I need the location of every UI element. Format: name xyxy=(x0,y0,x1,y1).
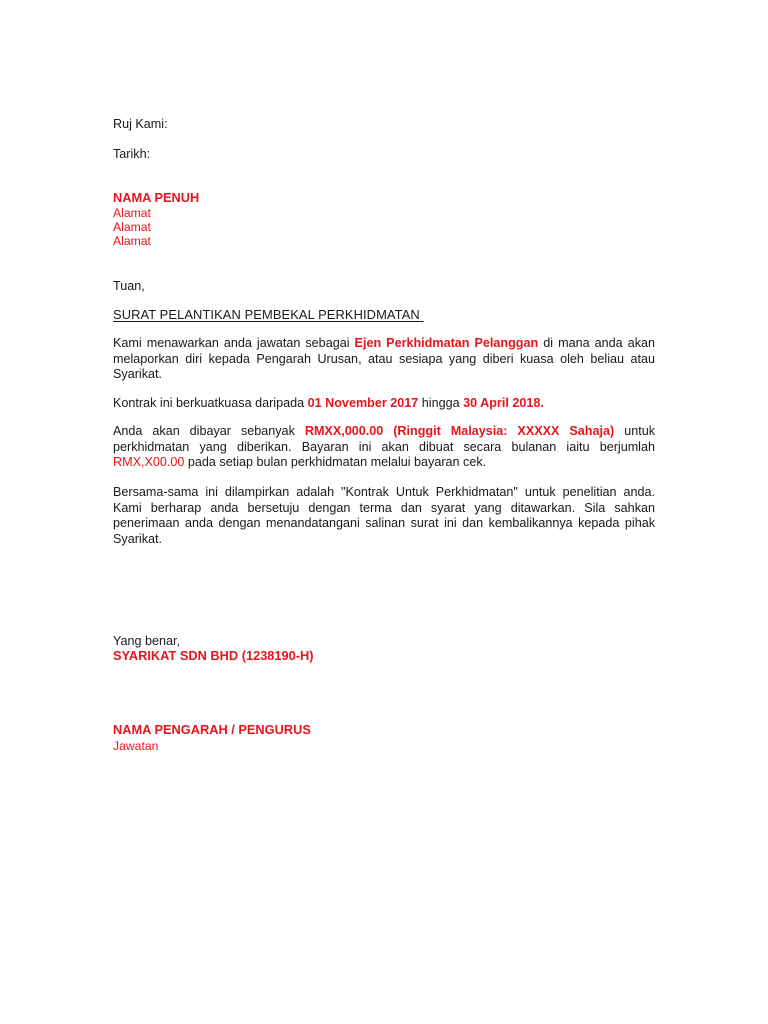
signatory-title: Jawatan xyxy=(113,739,159,753)
position-title: Ejen Perkhidmatan Pelanggan xyxy=(354,336,539,350)
contract-start-date: 01 November 2017 xyxy=(307,396,419,410)
reference-label: Ruj Kami: xyxy=(113,117,168,131)
recipient-name: NAMA PENUH xyxy=(113,190,200,205)
contract-end-date: 30 April 2018. xyxy=(463,396,544,410)
paragraph-payment-text: pada setiap bulan perkhidmatan melalui bayaran cek. xyxy=(184,455,487,469)
paragraph-contract-text: hingga xyxy=(418,396,464,410)
salutation: Tuan, xyxy=(113,279,145,293)
recipient-address-line: Alamat xyxy=(113,234,151,248)
letter-subject-text: SURAT PELANTIKAN PEMBEKAL PERKHIDMATAN xyxy=(113,307,420,322)
paragraph-payment-text: Anda akan dibayar sebanyak xyxy=(113,424,305,438)
paragraph-contract-period xyxy=(113,396,655,412)
closing: Yang benar, xyxy=(113,634,180,648)
paragraph-offer-text: di mana anda akan melaporkan diri kepada Pengarah Urusan, atau sesiapa yang diberi kuasa oleh beliau atau Syarikat. xyxy=(113,336,655,381)
paragraph-payment xyxy=(113,424,655,471)
paragraph-offer xyxy=(113,336,655,383)
recipient-address-line: Alamat xyxy=(113,206,151,220)
paragraph-payment-text: untuk perkhidmatan yang diberikan. Bayaran ini akan dibuat secara bulanan iaitu berjumlah xyxy=(113,424,656,454)
company-name: SYARIKAT SDN BHD (1238190-H) xyxy=(113,648,314,663)
paragraph-attachment: Bersama-sama ini dilampirkan adalah "Kontrak Untuk Perkhidmatan" untuk penelitian anda. Kami berharap anda bersetuju dengan terma dan syarat yang ditawarkan. Sila sahkan penerimaan anda dengan menandatangani salinan surat ini dan kembalikannya kepada pihak Syarikat. xyxy=(113,485,655,546)
date-label: Tarikh: xyxy=(113,147,151,161)
paragraph-contract-text: Kontrak ini berkuatkuasa daripada xyxy=(113,396,308,410)
signatory-name: NAMA PENGARAH / PENGURUS xyxy=(113,722,311,737)
paragraph-offer-text: Kami menawarkan anda jawatan sebagai xyxy=(113,336,355,350)
monthly-amount: RMX,X00.00 xyxy=(113,455,185,469)
letter-subject xyxy=(113,308,423,322)
recipient-address-line: Alamat xyxy=(113,220,151,234)
payment-amount: RMXX,000.00 (Ringgit Malaysia: XXXXX Sahaja) xyxy=(304,424,615,438)
